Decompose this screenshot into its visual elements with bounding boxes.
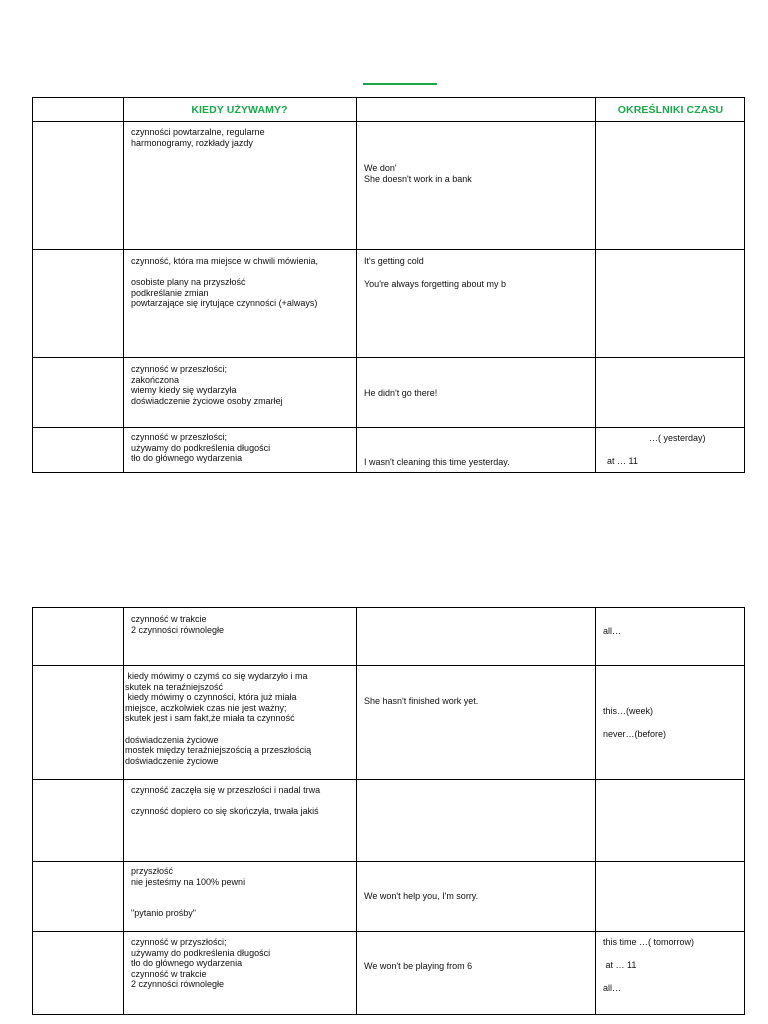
grammar-table-1 <box>32 97 745 473</box>
time-cell: never…(before) <box>603 729 667 739</box>
table-row <box>32 780 745 862</box>
example-cell: We won't be playing from 6 <box>364 961 473 971</box>
time-cell: this time …( tomorrow) <box>603 937 695 947</box>
header-examples <box>356 98 595 121</box>
usage-cell: przyszłość nie jesteśmy na 100% pewni "pytanio prośby" <box>131 866 246 919</box>
table-header-row <box>32 97 745 122</box>
table-row <box>32 358 745 428</box>
table-row <box>32 250 745 358</box>
title-underline <box>363 83 437 85</box>
grammar-table-2 <box>32 607 745 1015</box>
time-cell: at … 11 <box>603 960 637 970</box>
usage-cell: czynność w przeszłości; używamy do podkreślenia długości tło do głównego wydarzenia <box>131 432 271 464</box>
example-cell: She hasn't finished work yet. <box>364 696 479 706</box>
table-row <box>32 607 745 666</box>
table-row <box>32 862 745 932</box>
example-cell: I wasn't cleaning this time yesterday. <box>364 457 510 467</box>
usage-cell: czynność w trakcie 2 czynności równoległe <box>131 614 225 635</box>
table-row <box>32 932 745 1015</box>
time-cell: at … 11 <box>607 456 638 466</box>
example-cell: You're always forgetting about my b <box>364 279 506 289</box>
usage-cell: czynność zaczęła się w przeszłości i nadal trwa czynność dopiero co się skończyła, trwała jakiś <box>131 785 321 817</box>
usage-cell: czynność, która ma miejsce w chwili mówienia, osobiste plany na przyszłość podkreślanie zmian powtarzające się irytujące czynności (+always) <box>131 256 319 309</box>
example-cell: We won't help you, I'm sorry. <box>364 891 479 901</box>
time-cell: this…(week) <box>603 706 654 716</box>
example-cell: He didn't go there! <box>364 388 438 398</box>
table-row <box>32 122 745 250</box>
table-row <box>32 428 745 473</box>
table-row <box>32 666 745 780</box>
example-cell: It's getting cold <box>364 256 424 266</box>
usage-cell: czynność w przyszłości; używamy do podkreślenia długości tło do głównego wydarzenia czynność w trakcie 2 czynności równoległe <box>131 937 271 990</box>
usage-cell: kiedy mówimy o czymś co się wydarzyło i ma skutek na teraźniejszość kiedy mówimy o czynności, która już miała miejsce, aczkolwiek czas nie jest ważny; skutek jest i sam fakt,że miała ta czynność doświadczenia życiowe mostek między teraźniejszością a przeszłością doświadczenie życiowe <box>125 671 312 766</box>
time-cell: all… <box>603 626 622 636</box>
example-cell: We don' She doesn't work in a bank <box>364 163 472 184</box>
header-time-expressions: OKREŚLNIKI CZASU <box>617 103 724 116</box>
time-cell: …( yesterday) <box>649 433 706 443</box>
header-when-used: KIEDY UŻYWAMY? <box>191 103 288 116</box>
usage-cell: czynności powtarzalne, regularne harmonogramy, rozkłady jazdy <box>131 127 265 148</box>
time-cell: all… <box>603 983 622 993</box>
usage-cell: czynność w przeszłości; zakończona wiemy kiedy się wydarzyła doświadczenie życiowe osoby zmarłej <box>131 364 283 406</box>
